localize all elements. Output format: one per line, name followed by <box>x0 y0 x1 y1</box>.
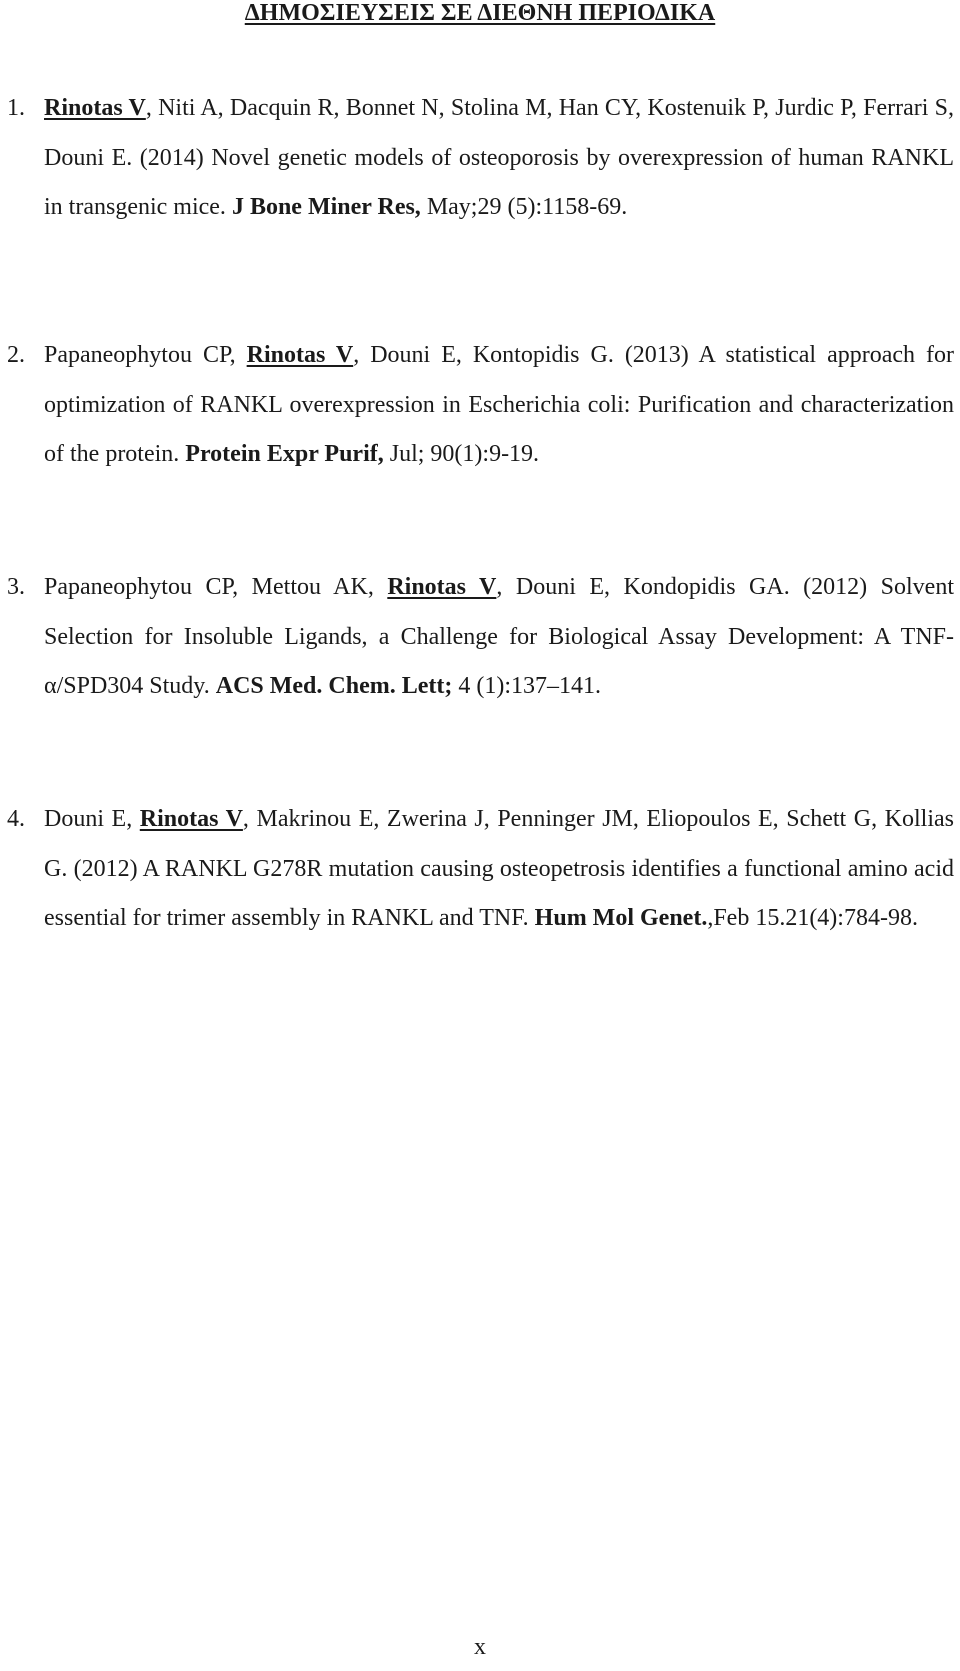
reference-number: 3. <box>7 574 25 600</box>
reference-volume: May;29 (5):1158-69. <box>420 194 628 220</box>
reference-authors-pre: Papaneophytou CP, Mettou AK, <box>44 574 388 600</box>
highlighted-author: Rinotas V <box>44 95 146 121</box>
reference-item-2 <box>7 331 955 480</box>
reference-volume: ,Feb 15.21(4):784-98. <box>707 905 918 931</box>
reference-volume: Jul; 90(1):9-19. <box>383 441 540 467</box>
reference-item-4 <box>7 795 954 944</box>
highlighted-author: Rinotas V <box>139 806 243 832</box>
reference-body: , Douni E, Kontopidis G. (2013) A statistical approach for optimization of RANKL overexpression in Escherichia coli: Purification and characterization of the protein. <box>44 342 955 467</box>
journal-name: ACS Med. Chem. Lett; <box>215 673 453 699</box>
journal-name: Protein Expr Purif, <box>185 441 384 467</box>
reference-item-1 <box>7 84 954 233</box>
journal-name: J Bone Miner Res, <box>231 194 421 220</box>
reference-body: , Makrinou E, Zwerina J, Penninger JM, Eliopoulos E, Schett G, Kollias G. (2012) A RANKL G278R mutation causing osteopetrosis identifies a functional amino acid essential for trimer assembly in RANKL and TNF. <box>44 806 954 931</box>
section-heading <box>0 0 960 26</box>
reference-item-3 <box>7 563 955 712</box>
reference-body: , Douni E, Kondopidis GA. (2012) Solvent Selection for Insoluble Ligands, a Challenge for Biological Assay Development: A TNF-α/SPD304 Study. <box>44 574 955 699</box>
reference-authors-pre: Douni E, <box>44 806 140 832</box>
page-number: x <box>474 1634 486 1660</box>
journal-name: Hum Mol Genet. <box>534 905 708 931</box>
reference-number: 2. <box>7 342 25 368</box>
highlighted-author: Rinotas V <box>246 342 354 368</box>
reference-body: , Niti A, Dacquin R, Bonnet N, Stolina M, Han CY, Kostenuik P, Jurdic P, Ferrari S, Douni E. (2014) Novel genetic models of osteoporosis by overexpression of human RANKL in transgenic mice. <box>44 95 954 220</box>
reference-volume: 4 (1):137–141. <box>452 673 602 699</box>
reference-number: 1. <box>7 95 25 121</box>
section-heading-text: ΔΗΜΟΣΙΕΥΣΕΙΣ ΣΕ ΔΙΕΘΝΗ ΠΕΡΙΟΔΙΚΑ <box>244 0 716 26</box>
reference-number: 4. <box>7 806 25 832</box>
highlighted-author: Rinotas V <box>387 574 497 600</box>
reference-authors-pre: Papaneophytou CP, <box>44 342 247 368</box>
